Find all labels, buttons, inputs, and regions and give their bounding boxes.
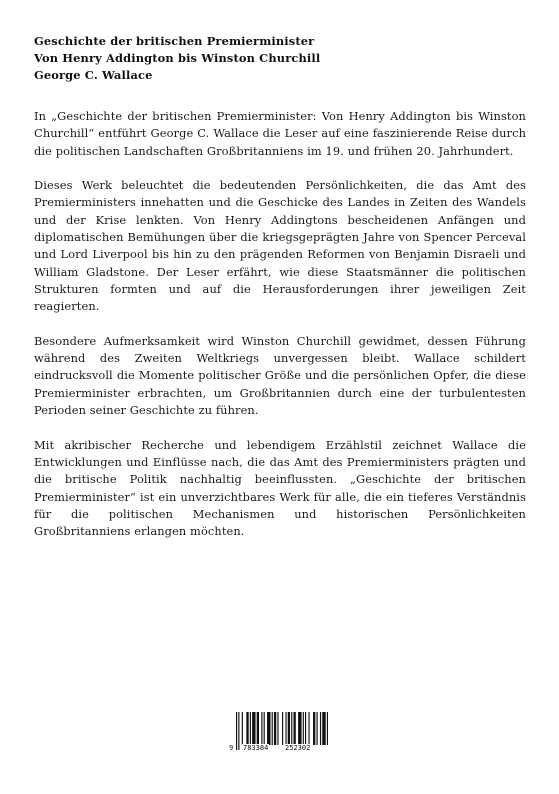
barcode-bar bbox=[246, 712, 248, 745]
book-subtitle: Von Henry Addington bis Winston Churchill bbox=[34, 51, 321, 65]
barcode-bar bbox=[277, 712, 278, 745]
barcode-bar bbox=[257, 712, 259, 745]
barcode-bar bbox=[285, 712, 286, 745]
paragraph-intro: In „Geschichte der britischen Premierminister: Von Henry Addington bis Winston Churchill“ entführt George C. Wallace die Leser auf eine faszinierende Reise durch die politischen Landschaften Großbritanniens im 19. und frühen 20. Jahrhundert. bbox=[34, 109, 526, 158]
barcode-bar bbox=[303, 712, 304, 745]
barcode-bar bbox=[305, 712, 306, 745]
title-block bbox=[34, 33, 526, 84]
barcode-digits-left: 783384 bbox=[243, 744, 269, 752]
back-cover bbox=[34, 33, 526, 558]
barcode-digits-right: 252302 bbox=[285, 744, 311, 752]
barcode-bar bbox=[264, 712, 265, 745]
barcode-bar bbox=[313, 712, 315, 745]
barcode-digits bbox=[228, 744, 332, 756]
barcode-bar bbox=[322, 712, 325, 745]
paragraph-prime-ministers: Dieses Werk beleuchtet die bedeutenden Persönlichkeiten, die das Amt des Premierministers innehatten und die Geschicke des Landes in Zeiten des Wandels und der Krise lenkten. Von Henry Addingtons bescheidenen Anfängen und diplomatischen Bemühungen über die kriegsgeprägten Jahre von Spencer Perceval und Lord Liverpool bis hin zu den prägenden Reformen von Benjamin Disraeli und William Gladstone. Der Leser erfährt, wie diese Staatsmänner die politischen Strukturen formten und auf die Herausforderungen ihrer jeweiligen Zeit reagierten. bbox=[34, 178, 526, 314]
isbn-barcode bbox=[228, 712, 332, 756]
paragraph-churchill: Besondere Aufmerksamkeit wird Winston Churchill gewidmet, dessen Führung während des Zweiten Weltkriegs unvergessen bleibt. Wallace schildert eindrucksvoll die Momente politischer Größe und die persönlichen Opfer, die diese Premierminister erbrachten, um Großbritannien durch eine der turbulentesten Perioden seiner Geschichte zu führen. bbox=[34, 333, 526, 418]
paragraph-conclusion: Mit akribischer Recherche und lebendigem Erzählstil zeichnet Wallace die Entwicklungen und Einflüsse nach, die das Amt des Premierministers prägten und die britische Politik nachhaltig beeinflussten. „Geschichte der britischen Premierminister“ ist ein unverzichtbares Werk für alle, die ein tieferes Verständnis für die politischen Mechanismen und historischen Persönlichkeiten Großbritanniens erlangen möchten. bbox=[34, 437, 526, 539]
barcode-bar bbox=[288, 712, 290, 745]
barcode-bar bbox=[272, 712, 273, 745]
barcode-bar bbox=[282, 712, 283, 745]
barcode-bar bbox=[267, 712, 270, 745]
barcode-bar bbox=[252, 712, 255, 745]
barcode-bar bbox=[274, 712, 276, 745]
barcode-bar bbox=[250, 712, 251, 745]
barcode-bar bbox=[298, 712, 301, 745]
book-title: Geschichte der britischen Premierminister bbox=[34, 34, 315, 48]
barcode-bar bbox=[261, 712, 262, 745]
barcode-bar bbox=[327, 712, 328, 745]
barcode-bar bbox=[320, 712, 321, 745]
barcode-digit-first: 9 bbox=[229, 744, 234, 752]
barcode-bar bbox=[308, 712, 309, 745]
barcode-bar bbox=[242, 712, 243, 745]
barcode-bar bbox=[317, 712, 318, 745]
book-author: George C. Wallace bbox=[34, 68, 153, 82]
